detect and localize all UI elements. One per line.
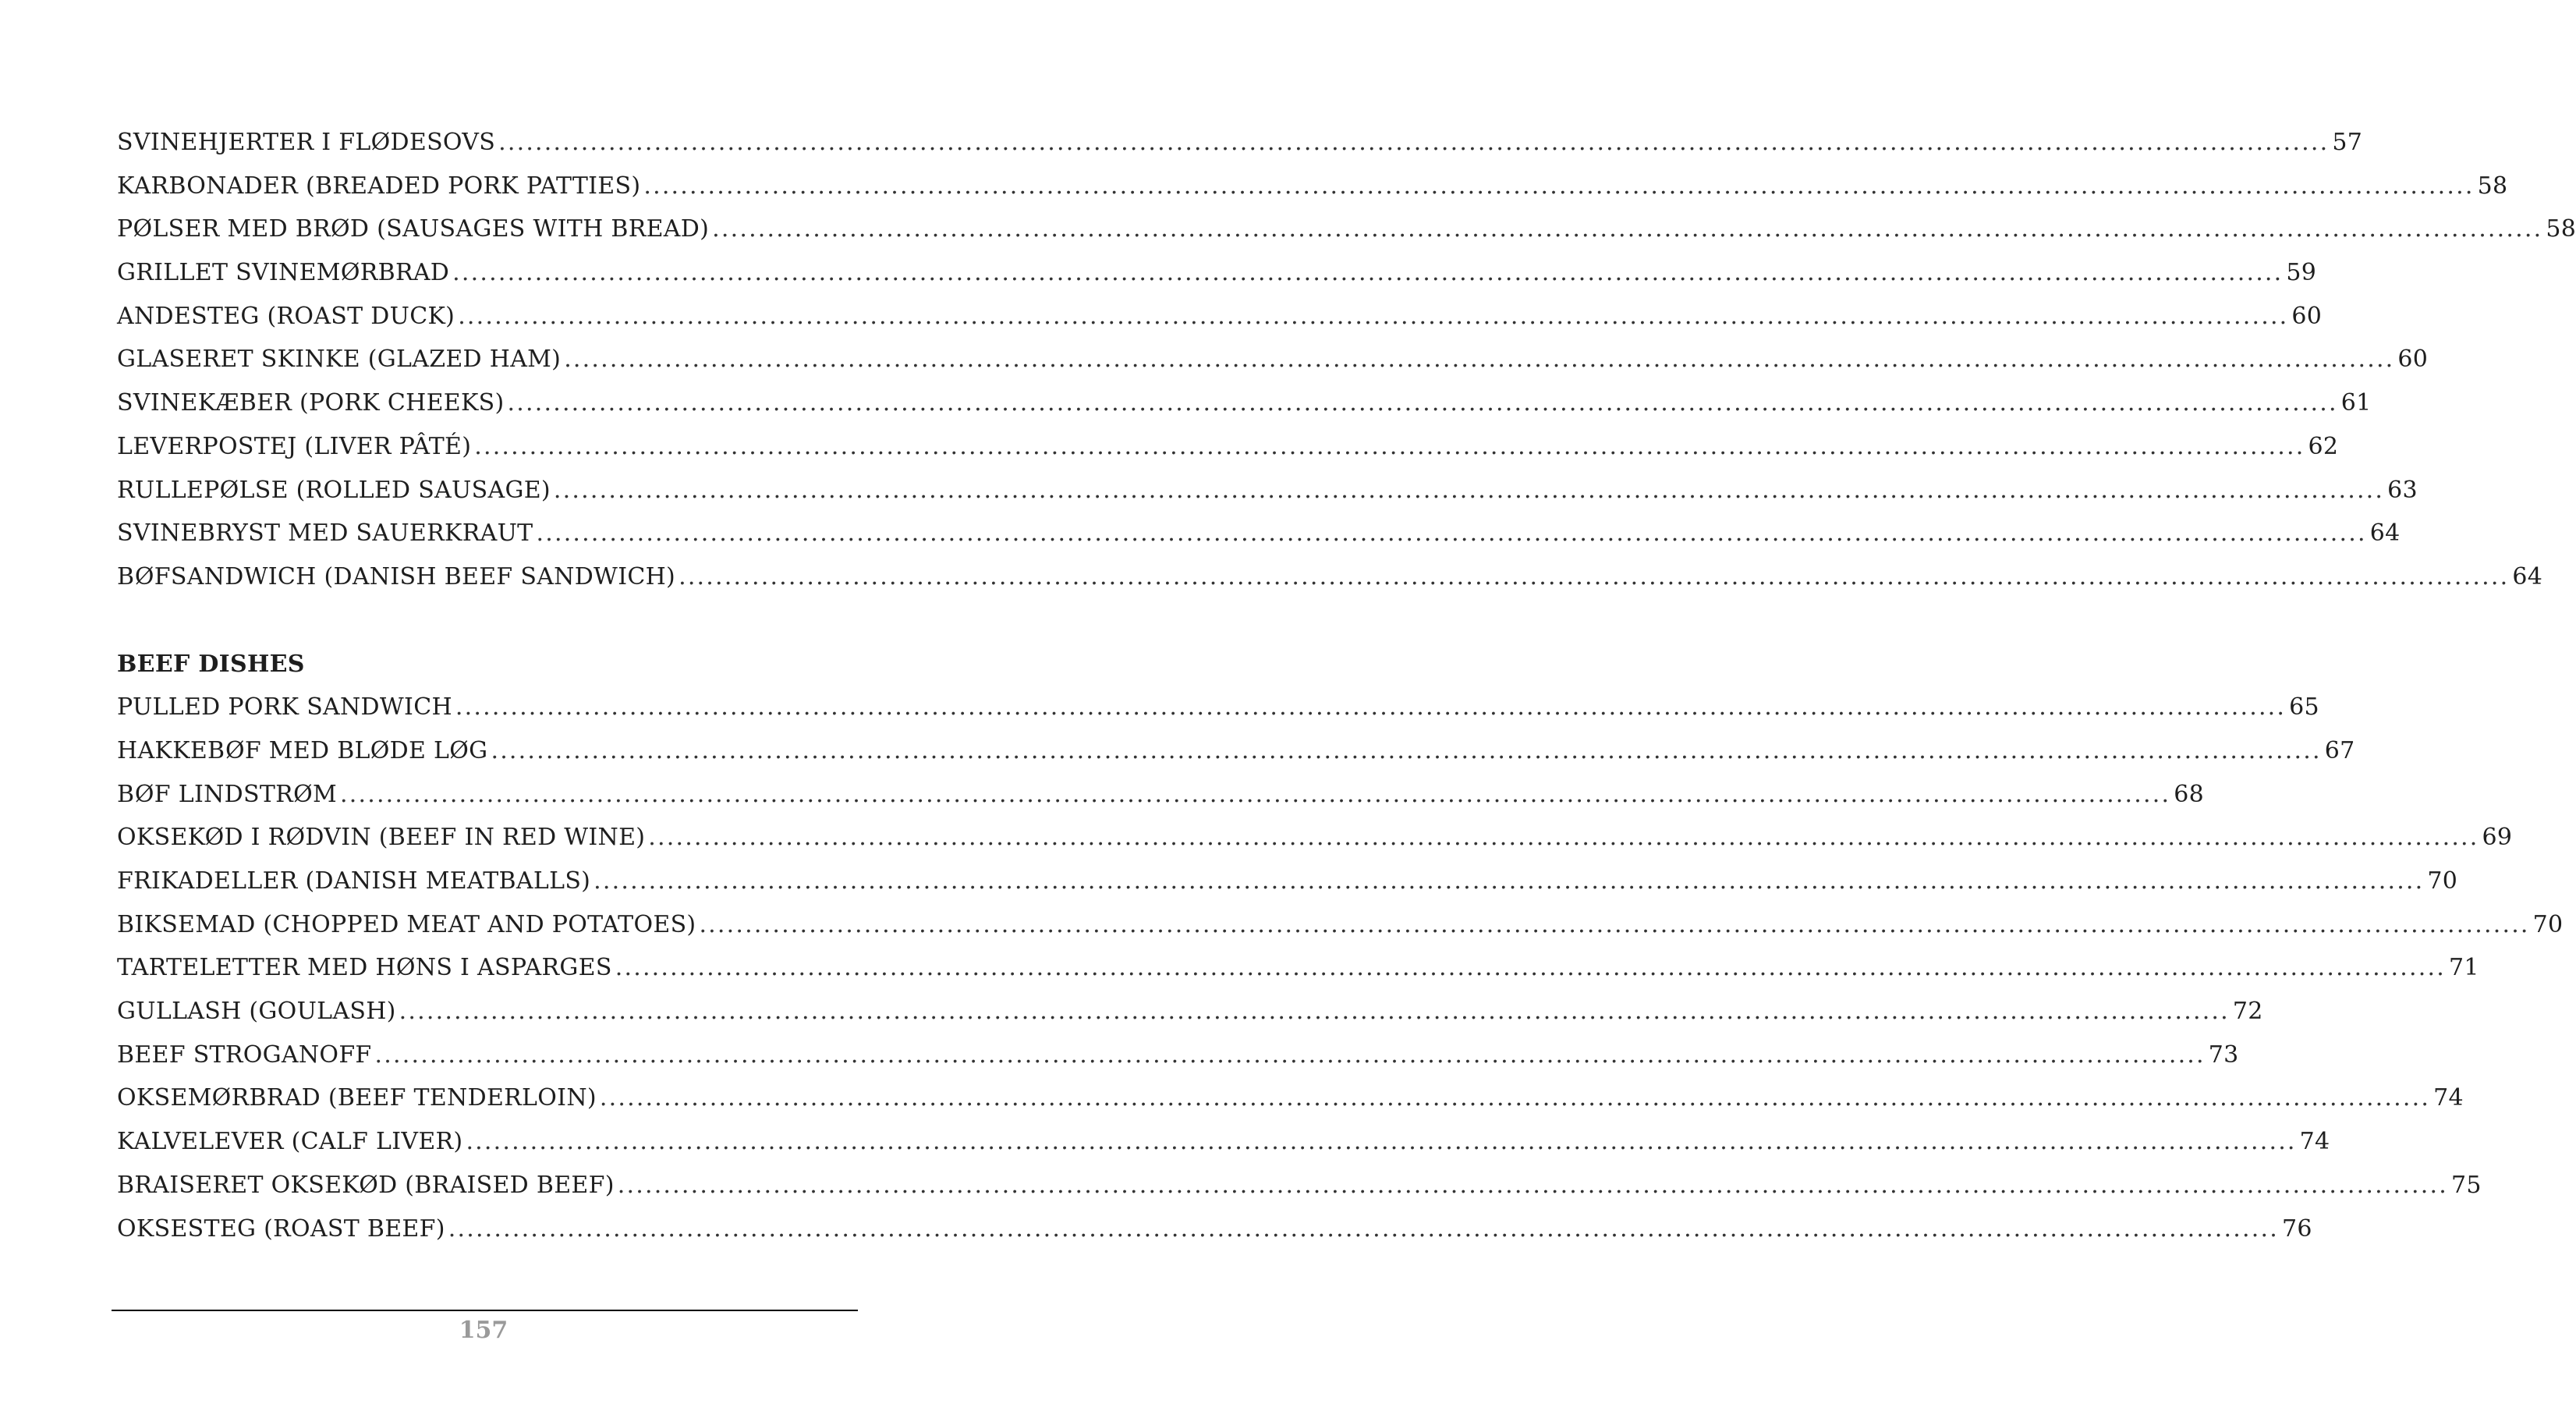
toc-entry-title: SVINEKÆBER (PORK CHEEKS) xyxy=(117,389,505,417)
dot-leader: ........................................................................................................................................................................................................ xyxy=(340,780,2171,808)
dot-leader: ........................................................................................................................................................................................................ xyxy=(466,1128,2297,1156)
toc-entry xyxy=(117,121,2363,165)
toc-entry xyxy=(117,773,2205,817)
toc-entry-title: GRILLET SVINEMØRBRAD xyxy=(117,259,450,287)
dot-leader: ........................................................................................................................................................................................................ xyxy=(712,215,2543,243)
dot-leader: ........................................................................................................................................................................................................ xyxy=(564,346,2395,374)
toc-entry-title: BØF LINDSTRØM xyxy=(117,780,337,808)
dot-leader: ........................................................................................................................................................................................................ xyxy=(679,562,2510,590)
toc-entry-page-number: 58 xyxy=(2546,215,2576,243)
toc-entry-title: HAKKEBØF MED BLØDE LØG xyxy=(117,736,488,764)
dot-leader: ........................................................................................................................................................................................................ xyxy=(699,910,2530,938)
toc-entry-title: TARTELETTER MED HØNS I ASPARGES xyxy=(117,954,612,982)
footer-divider xyxy=(112,1310,858,1311)
dot-leader: ........................................................................................................................................................................................................ xyxy=(507,389,2338,417)
toc-entry-page-number: 74 xyxy=(2433,1084,2464,1112)
toc-entry-page-number: 63 xyxy=(2387,476,2418,504)
toc-entry xyxy=(117,903,2564,947)
toc-entry-title: GLASERET SKINKE (GLAZED HAM) xyxy=(117,346,562,374)
toc-entry-title: OKSEKØD I RØDVIN (BEEF IN RED WINE) xyxy=(117,824,646,852)
toc-entry xyxy=(117,381,2372,425)
toc-entry-title: PULLED PORK SANDWICH xyxy=(117,693,452,722)
toc-entry-page-number: 70 xyxy=(2427,867,2458,895)
toc-entry-page-number: 59 xyxy=(2286,259,2317,287)
toc-entry-page-number: 57 xyxy=(2332,129,2363,156)
toc-entry-title: FRIKADELLER (DANISH MEATBALLS) xyxy=(117,867,591,895)
toc-entry-title: SVINEBRYST MED SAUERKRAUT xyxy=(117,519,533,548)
toc-entry xyxy=(117,686,2319,729)
dot-leader: ........................................................................................................................................................................................................ xyxy=(498,129,2330,156)
toc-entry-page-number: 68 xyxy=(2174,780,2205,808)
toc-entry xyxy=(117,1120,2330,1164)
dot-leader: ........................................................................................................................................................................................................ xyxy=(458,302,2289,330)
toc-entry xyxy=(117,816,2513,860)
dot-leader: ........................................................................................................................................................................................................ xyxy=(617,1171,2448,1199)
toc-entry-title: BEEF STROGANOFF xyxy=(117,1041,372,1069)
toc-entry xyxy=(117,425,2339,469)
dot-leader: ........................................................................................................................................................................................................ xyxy=(399,998,2230,1026)
toc-entry-title: KALVELEVER (CALF LIVER) xyxy=(117,1128,463,1156)
dot-leader: ........................................................................................................................................................................................................ xyxy=(594,867,2425,895)
toc-entry-page-number: 62 xyxy=(2308,432,2339,460)
dot-leader: ........................................................................................................................................................................................................ xyxy=(643,172,2475,200)
toc-entry-page-number: 64 xyxy=(2369,519,2401,548)
toc-entry-title: BRAISERET OKSEKØD (BRAISED BEEF) xyxy=(117,1171,615,1199)
toc-entry-page-number: 60 xyxy=(2397,346,2429,374)
toc-entry-page-number: 70 xyxy=(2532,910,2564,938)
dot-leader: ........................................................................................................................................................................................................ xyxy=(374,1041,2206,1069)
toc-entry xyxy=(117,990,2263,1034)
footer-page-number: 157 xyxy=(459,1317,508,1344)
toc-entry xyxy=(117,1034,2239,1077)
toc-entry xyxy=(117,338,2429,381)
toc-entry xyxy=(117,1076,2464,1120)
toc-entry xyxy=(117,207,2576,251)
toc-entry xyxy=(117,1164,2482,1207)
toc-entry xyxy=(117,555,2543,599)
toc-entry xyxy=(117,512,2401,555)
toc-entry-title: OKSESTEG (ROAST BEEF) xyxy=(117,1214,445,1243)
dot-leader: ........................................................................................................................................................................................................ xyxy=(599,1084,2431,1112)
dot-leader: ........................................................................................................................................................................................................ xyxy=(448,1214,2279,1243)
toc-entry xyxy=(117,1207,2312,1251)
toc-entry-page-number: 64 xyxy=(2512,562,2543,590)
toc-entry-page-number: 58 xyxy=(2477,172,2508,200)
toc-entry-title: ANDESTEG (ROAST DUCK) xyxy=(117,302,455,330)
toc-entry xyxy=(117,469,2418,512)
toc-entry xyxy=(117,729,2355,773)
table-of-contents xyxy=(117,121,2576,1250)
dot-leader: ........................................................................................................................................................................................................ xyxy=(452,259,2284,287)
toc-entry-page-number: 72 xyxy=(2232,998,2263,1026)
toc-entry-page-number: 71 xyxy=(2448,954,2479,982)
section-gap xyxy=(117,599,854,643)
toc-entry-title: BØFSANDWICH (DANISH BEEF SANDWICH) xyxy=(117,562,676,590)
toc-entry xyxy=(117,860,2458,903)
toc-entry-page-number: 75 xyxy=(2450,1171,2482,1199)
toc-entry-page-number: 67 xyxy=(2324,736,2355,764)
toc-entry-title: KARBONADER (BREADED PORK PATTIES) xyxy=(117,172,641,200)
toc-entry xyxy=(117,251,2317,295)
dot-leader: ........................................................................................................................................................................................................ xyxy=(491,736,2322,764)
beef-entries-list xyxy=(117,686,2564,1250)
toc-entry-title: LEVERPOSTEJ (LIVER PÂTÉ) xyxy=(117,432,472,460)
dot-leader: ........................................................................................................................................................................................................ xyxy=(648,824,2479,852)
toc-entry-title: PØLSER MED BRØD (SAUSAGES WITH BREAD) xyxy=(117,215,710,243)
toc-entry-page-number: 76 xyxy=(2281,1214,2312,1243)
toc-entry-title: RULLEPØLSE (ROLLED SAUSAGE) xyxy=(117,476,551,504)
section-heading-beef-dishes: BEEF DISHES xyxy=(117,650,305,678)
dot-leader: ........................................................................................................................................................................................................ xyxy=(615,954,2446,982)
pork-entries-list xyxy=(117,121,2576,599)
dot-leader: ........................................................................................................................................................................................................ xyxy=(536,519,2367,548)
toc-entry-page-number: 73 xyxy=(2208,1041,2239,1069)
toc-entry-page-number: 60 xyxy=(2291,302,2323,330)
dot-leader: ........................................................................................................................................................................................................ xyxy=(474,432,2305,460)
toc-entry xyxy=(117,295,2323,339)
toc-entry-page-number: 74 xyxy=(2299,1128,2330,1156)
dot-leader: ........................................................................................................................................................................................................ xyxy=(553,476,2385,504)
toc-entry-page-number: 65 xyxy=(2289,693,2319,722)
toc-entry-page-number: 61 xyxy=(2340,389,2372,417)
toc-entry-title: SVINEHJERTER I FLØDESOVS xyxy=(117,129,496,156)
toc-entry-page-number: 69 xyxy=(2482,824,2513,852)
toc-entry xyxy=(117,946,2479,990)
toc-entry xyxy=(117,165,2508,208)
toc-entry-title: OKSEMØRBRAD (BEEF TENDERLOIN) xyxy=(117,1084,597,1112)
toc-entry-title: GULLASH (GOULASH) xyxy=(117,998,396,1026)
toc-entry-title: BIKSEMAD (CHOPPED MEAT AND POTATOES) xyxy=(117,910,696,938)
dot-leader: ........................................................................................................................................................................................................ xyxy=(455,693,2287,722)
